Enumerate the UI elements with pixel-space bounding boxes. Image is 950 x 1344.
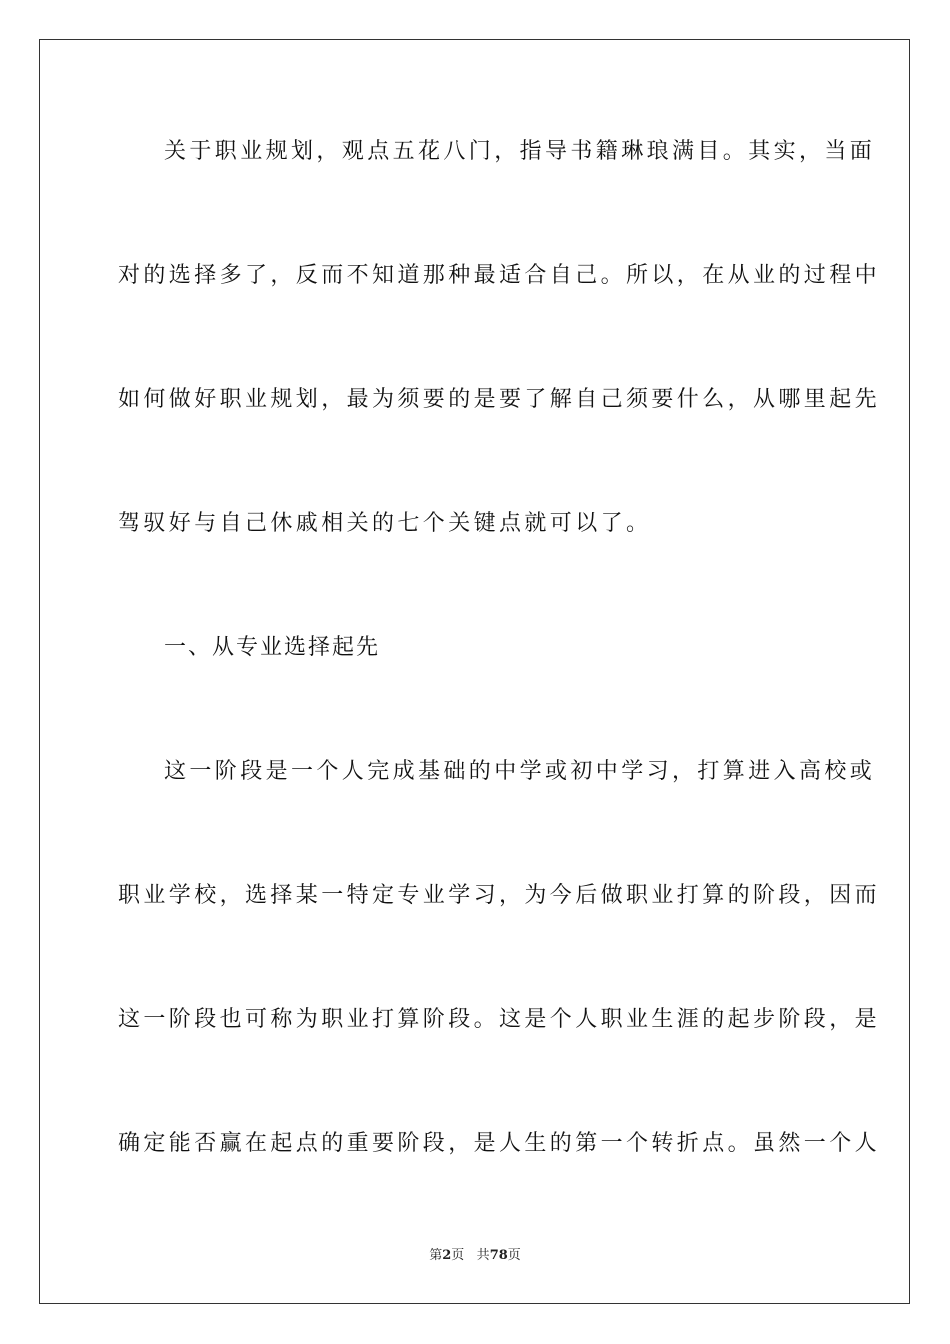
paragraph-2-line-1: 这一阶段是一个人完成基础的中学或初中学习，打算进入高校或 [164,759,876,784]
page-suffix: 页 [451,1248,465,1263]
paragraph-1-line-4: 驾驭好与自己休戚相关的七个关键点就可以了。 [118,511,652,536]
total-pages: 78 [489,1248,508,1263]
paragraph-1-line-3: 如何做好职业规划，最为须要的是要了解自己须要什么，从哪里起先 [118,387,881,412]
paragraph-2-line-4: 确定能否赢在起点的重要阶段，是人生的第一个转折点。虽然一个人 [118,1131,881,1156]
paragraph-2-line-3: 这一阶段也可称为职业打算阶段。这是个人职业生涯的起步阶段，是 [118,1007,881,1032]
paragraph-2-line-2: 职业学校，选择某一特定专业学习，为今后做职业打算的阶段，因而 [118,883,881,908]
total-suffix: 页 [507,1248,521,1263]
paragraph-1-line-1: 关于职业规划，观点五花八门，指导书籍琳琅满目。其实，当面 [164,139,876,164]
page-border [39,39,910,1304]
total-prefix: 共 [476,1248,490,1263]
page-prefix: 第 [429,1248,443,1263]
section-heading: 一、从专业选择起先 [164,635,381,660]
page-footer [0,1247,950,1265]
paragraph-1-line-2: 对的选择多了，反而不知道那种最适合自己。所以，在从业的过程中 [118,263,881,288]
page-number: 2 [442,1248,452,1263]
